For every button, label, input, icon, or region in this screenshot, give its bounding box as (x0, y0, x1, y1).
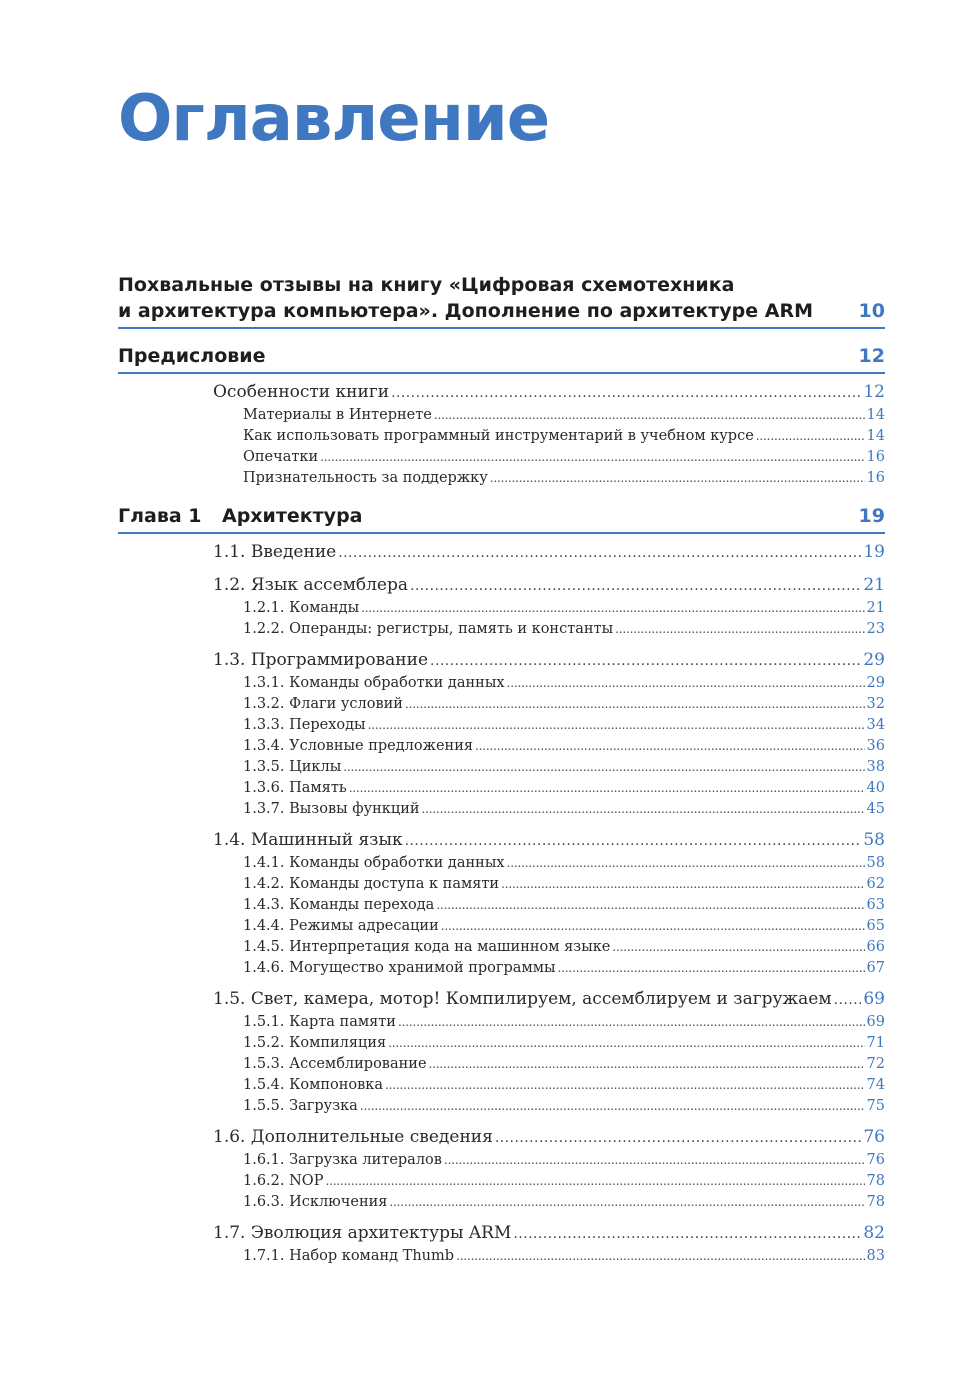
toc-page-number: 76 (863, 1127, 885, 1147)
toc-entry-title: 1.3.7. Вызовы функций (243, 801, 420, 817)
toc-subsection[interactable] (118, 736, 885, 757)
toc-entry-title: 1.5.4. Компоновка (243, 1077, 384, 1093)
dot-leader (436, 895, 864, 916)
toc-section[interactable] (118, 648, 885, 673)
dot-leader (834, 988, 862, 1012)
toc-subsection[interactable] (118, 1150, 885, 1171)
toc-page-number: 82 (863, 1223, 885, 1243)
chapter-1-sections (118, 540, 885, 1267)
toc-page-number: 16 (866, 470, 885, 486)
toc-entry-title: 1.7. Эволюция архитектуры ARM (213, 1223, 512, 1243)
toc-entry-title: 1.3.2. Флаги условий (243, 696, 403, 712)
toc-subsection[interactable] (118, 619, 885, 640)
dot-leader (756, 426, 865, 447)
toc-section-block (118, 1125, 885, 1213)
toc-subsection[interactable] (118, 874, 885, 895)
toc-page-number: 34 (866, 717, 885, 733)
toc-section[interactable] (118, 1221, 885, 1246)
toc-page-number: 36 (866, 738, 885, 754)
toc-entry-title: 1.6.2. NOP (243, 1173, 324, 1189)
toc-entry-title: 1.6. Дополнительные сведения (213, 1127, 493, 1147)
dot-leader (422, 799, 865, 820)
toc-entry-title: 1.5.2. Компиляция (243, 1035, 387, 1051)
toc-subsection[interactable] (118, 916, 885, 937)
toc-page-number: 58 (863, 830, 885, 850)
toc-subsection[interactable] (118, 1246, 885, 1267)
toc-entry-title: Архитектура (222, 505, 363, 527)
toc-page-number: 67 (866, 960, 885, 976)
preface-sections (118, 380, 885, 489)
dot-leader (349, 778, 865, 799)
toc-subsection[interactable] (118, 673, 885, 694)
dot-leader (444, 1150, 865, 1171)
dot-leader (405, 829, 862, 853)
toc-page-number: 65 (866, 918, 885, 934)
toc-page-number: 16 (866, 449, 885, 465)
dot-leader (398, 1012, 865, 1033)
toc-entry-title: 1.6.1. Загрузка литералов (243, 1152, 442, 1168)
dot-leader (338, 541, 861, 565)
dot-leader (615, 619, 864, 640)
dot-leader (388, 1033, 864, 1054)
dot-leader (368, 715, 865, 736)
toc-page-number: 78 (866, 1173, 885, 1189)
toc-entry-title: Как использовать программный инструментарий в учебном курсе (243, 428, 754, 444)
dot-leader (410, 574, 861, 598)
dot-leader (456, 1246, 864, 1267)
toc-entry-title: 1.1. Введение (213, 542, 337, 562)
toc-page-number: 78 (866, 1194, 885, 1210)
toc-entry-title: 1.3.5. Циклы (243, 759, 342, 775)
toc-section[interactable] (118, 380, 885, 405)
toc-entry-title: 1.3.4. Условные предложения (243, 738, 474, 754)
toc-section[interactable] (118, 828, 885, 853)
dot-leader (441, 916, 865, 937)
dot-leader (343, 757, 864, 778)
toc-section-block (118, 540, 885, 565)
toc-page-number: 72 (866, 1056, 885, 1072)
toc-subsection[interactable] (118, 1033, 885, 1054)
toc-entry-title: Особенности книги (213, 382, 390, 402)
dot-leader (360, 1096, 865, 1117)
page-title: Оглавление (118, 82, 550, 156)
dot-leader (501, 874, 864, 895)
toc-entry-title: Опечатки (243, 449, 319, 465)
toc-page-number: 10 (858, 300, 885, 322)
dot-leader (490, 468, 865, 489)
dot-leader (389, 1192, 864, 1213)
toc-subsection[interactable] (118, 1171, 885, 1192)
toc-entry-title: 1.4.1. Команды обработки данных (243, 855, 505, 871)
chapter-label: Глава 1 (118, 505, 202, 527)
dot-leader (434, 405, 865, 426)
toc-section-block (118, 648, 885, 820)
toc-entry-title: Признательность за поддержку (243, 470, 488, 486)
toc-page-number: 32 (866, 696, 885, 712)
dot-leader (385, 1075, 865, 1096)
toc-entry-praise[interactable] (118, 272, 885, 329)
dot-leader (405, 694, 865, 715)
toc-subsection[interactable] (118, 1012, 885, 1033)
toc-section-block (118, 380, 885, 489)
toc-entry-title: Предисловие (118, 345, 266, 367)
toc-entry-title: Материалы в Интернете (243, 407, 432, 423)
toc-page-number: 12 (863, 382, 885, 402)
toc-section-block (118, 828, 885, 979)
toc-page-number: 14 (866, 428, 885, 444)
toc-page-number: 63 (866, 897, 885, 913)
toc-entry-title: 1.3.1. Команды обработки данных (243, 675, 505, 691)
toc-page-number: 66 (866, 939, 885, 955)
toc-page-number: 69 (866, 1014, 885, 1030)
dot-leader (361, 598, 864, 619)
toc-page-number: 29 (863, 650, 885, 670)
toc-entry-title: 1.3.3. Переходы (243, 717, 366, 733)
toc-subsection[interactable] (118, 468, 885, 489)
toc-section-block (118, 987, 885, 1117)
dot-leader (507, 673, 865, 694)
toc-entry-title: 1.7.1. Набор команд Thumb (243, 1248, 455, 1264)
dot-leader (475, 736, 865, 757)
toc-section[interactable] (118, 540, 885, 565)
toc-page-number: 75 (866, 1098, 885, 1114)
toc-entry-preface[interactable] (118, 343, 885, 374)
toc-entry-title: 1.5.5. Загрузка (243, 1098, 358, 1114)
toc-page-number: 21 (863, 575, 885, 595)
toc-subsection[interactable] (118, 937, 885, 958)
dot-leader (558, 958, 865, 979)
toc-page-number: 19 (863, 542, 885, 562)
toc-page-number: 83 (866, 1248, 885, 1264)
toc-page-number: 74 (866, 1077, 885, 1093)
toc-section-block (118, 573, 885, 640)
toc-page-number: 45 (866, 801, 885, 817)
toc-entry-title: 1.2.1. Команды (243, 600, 360, 616)
toc-page-number: 58 (866, 855, 885, 871)
toc-subsection[interactable] (118, 1054, 885, 1075)
toc-entry-title: 1.5. Свет, камера, мотор! Компилируем, ассемблируем и загружаем (213, 989, 832, 1009)
toc-page-number: 29 (866, 675, 885, 691)
toc-subsection[interactable] (118, 405, 885, 426)
dot-leader (513, 1222, 861, 1246)
toc-subsection[interactable] (118, 1096, 885, 1117)
toc-page-number: 14 (866, 407, 885, 423)
toc-subsection[interactable] (118, 895, 885, 916)
toc-subsection[interactable] (118, 799, 885, 820)
dot-leader (429, 1054, 865, 1075)
toc-entry-title: 1.4.5. Интерпретация кода на машинном языке (243, 939, 611, 955)
toc-entry-chapter-1[interactable] (118, 503, 885, 534)
dot-leader (507, 853, 865, 874)
toc-section[interactable] (118, 987, 885, 1012)
toc-section[interactable] (118, 573, 885, 598)
toc-entry-title: 1.5.1. Карта памяти (243, 1014, 396, 1030)
toc-subsection[interactable] (118, 958, 885, 979)
toc-subsection[interactable] (118, 598, 885, 619)
toc-entry-title: 1.4.3. Команды перехода (243, 897, 435, 913)
toc-section[interactable] (118, 1125, 885, 1150)
dot-leader (391, 381, 861, 405)
dot-leader (320, 447, 864, 468)
toc-page-number: 23 (866, 621, 885, 637)
toc-page-number: 62 (866, 876, 885, 892)
toc-page-number: 38 (866, 759, 885, 775)
toc-subsection[interactable] (118, 778, 885, 799)
toc-subsection[interactable] (118, 426, 885, 447)
toc-entry-title: Похвальные отзывы на книгу «Цифровая схемотехника и архитектура компьютера». Дополнение по архитектуре ARM (118, 274, 814, 322)
table-of-contents (118, 272, 885, 1275)
toc-page-number: 19 (858, 505, 885, 527)
toc-entry-title: 1.3. Программирование (213, 650, 429, 670)
toc-section-block (118, 1221, 885, 1267)
toc-entry-title: 1.3.6. Память (243, 780, 347, 796)
dot-leader (430, 649, 861, 673)
dot-leader (325, 1171, 864, 1192)
toc-entry-title: 1.4.2. Команды доступа к памяти (243, 876, 500, 892)
toc-subsection[interactable] (118, 694, 885, 715)
toc-page-number: 69 (863, 989, 885, 1009)
toc-subsection[interactable] (118, 1075, 885, 1096)
toc-subsection[interactable] (118, 1192, 885, 1213)
toc-entry-title: 1.5.3. Ассемблирование (243, 1056, 427, 1072)
toc-subsection[interactable] (118, 715, 885, 736)
toc-subsection[interactable] (118, 447, 885, 468)
dot-leader (612, 937, 864, 958)
toc-page-number: 71 (866, 1035, 885, 1051)
toc-entry-title: 1.4.6. Могущество хранимой программы (243, 960, 556, 976)
toc-entry-title: 1.2.2. Операнды: регистры, память и константы (243, 621, 614, 637)
toc-page-number: 21 (866, 600, 885, 616)
toc-entry-title: 1.6.3. Исключения (243, 1194, 388, 1210)
toc-page-number: 12 (858, 345, 885, 367)
dot-leader (495, 1126, 862, 1150)
toc-subsection[interactable] (118, 853, 885, 874)
toc-page-number: 40 (866, 780, 885, 796)
toc-entry-title: 1.2. Язык ассемблера (213, 575, 408, 595)
toc-entry-title: 1.4.4. Режимы адресации (243, 918, 439, 934)
toc-subsection[interactable] (118, 757, 885, 778)
toc-page-number: 76 (866, 1152, 885, 1168)
toc-entry-title: 1.4. Машинный язык (213, 830, 403, 850)
